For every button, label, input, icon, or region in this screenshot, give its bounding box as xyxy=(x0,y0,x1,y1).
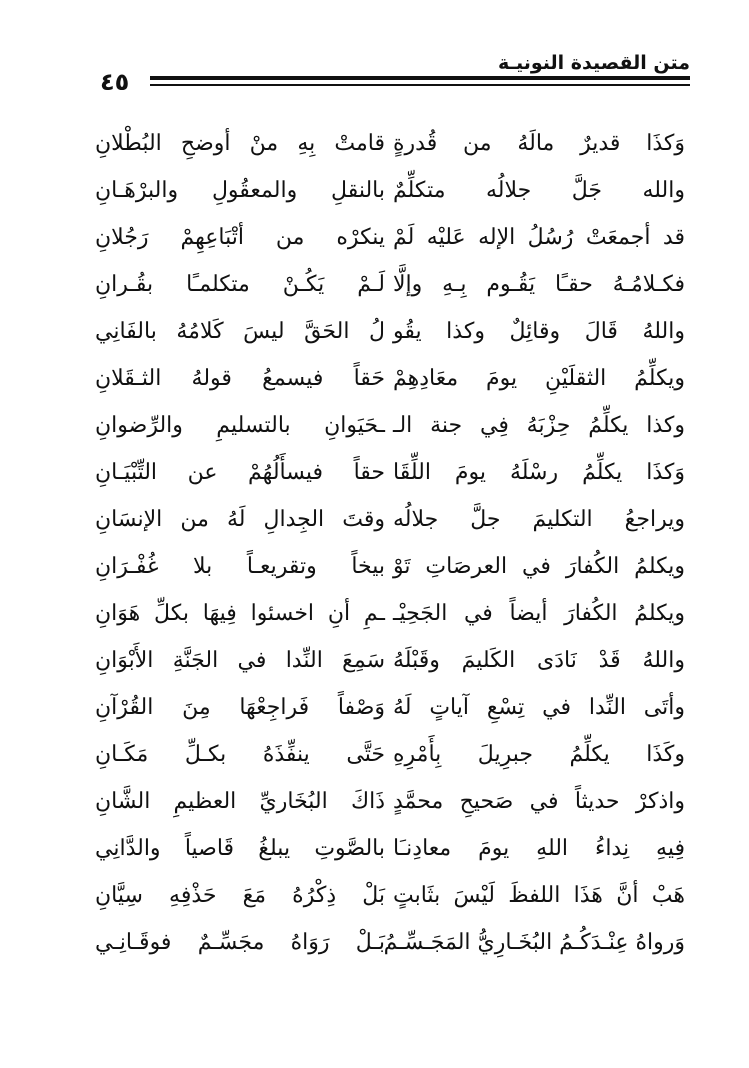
first-hemistich: وَكذَا قديرٌ مالَهُ من قُدرةٍ xyxy=(393,131,685,156)
verse-line xyxy=(95,731,685,778)
second-hemistich: بالنقلِ والمعقُولِ والبرْهَـانِ xyxy=(95,178,385,203)
verse-line xyxy=(95,449,685,496)
second-hemistich: حَقاً فيسمعُ قولهُ الثـقَلانِ xyxy=(95,366,385,391)
first-hemistich: ويراجعُ التكليمَ جلَّ جلالُه xyxy=(393,507,685,532)
verse-line xyxy=(95,872,685,919)
verse-line xyxy=(95,637,685,684)
verse-line xyxy=(95,120,685,167)
second-hemistich: قامتْ بِهِ منْ أوضحِ البُطْلانِ xyxy=(95,131,385,156)
second-hemistich: ـحَيَوانِ بالتسليمِ والرِّضوانِ xyxy=(95,413,385,438)
first-hemistich: ويكلمُ الكُفارَ في العرصَاتِ تَوْ xyxy=(393,554,685,579)
second-hemistich: حقاً فيسأَلُهُمْ عن التِّبْيَـانِ xyxy=(95,460,385,485)
first-hemistich: واللهُ قَالَ وقائِلٌ وكذا يقُو xyxy=(393,319,685,344)
second-hemistich: لُ الحَقَّ ليسَ كَلامُهُ بالفَانِي xyxy=(95,319,385,344)
second-hemistich: بيخاً وتقريعـاً بلا غُفْـرَانِ xyxy=(95,554,385,579)
second-hemistich: ينكرْه من أتْبَاعِهِمْ رَجُلانِ xyxy=(95,225,385,250)
second-hemistich: سَمِعَ النِّدا في الجَنَّةِ الأَبْوَانِ xyxy=(95,648,385,673)
first-hemistich: والله جَلَّ جلالُه متكلِّمٌ xyxy=(393,178,685,203)
second-hemistich: وَصْفاً فَراجِعْهَا مِنَ القُرْآنِ xyxy=(95,695,385,720)
verse-line xyxy=(95,496,685,543)
first-hemistich: هَبْ أنَّ هَذَا اللفظَ لَيْسَ بثَابتٍ xyxy=(393,883,685,908)
verse-line xyxy=(95,590,685,637)
page-header xyxy=(100,50,690,98)
verse-line xyxy=(95,308,685,355)
first-hemistich: ويكلِّمُ الثقلَيْنِ يومَ معَادِهِمْ xyxy=(393,366,685,391)
second-hemistich: لَـمْ يَكُـنْ متكلمـًا بقُـرانِ xyxy=(95,272,385,297)
verse-line xyxy=(95,167,685,214)
verse-line xyxy=(95,543,685,590)
second-hemistich: بالصَّوتِ يبلغُ قَاصياً والدَّانِي xyxy=(95,836,385,861)
header-rule-thick xyxy=(150,76,690,80)
verse-line xyxy=(95,778,685,825)
verse-line xyxy=(95,684,685,731)
verse-line xyxy=(95,214,685,261)
poem-body xyxy=(95,120,685,966)
first-hemistich: وَرواهُ عِنْـدَكُـمُ البُخَـارِيُّ المَجَـسِّـمُ xyxy=(383,930,685,955)
first-hemistich: واذكرْ حديثاً في صَحيحِ محمَّدٍ xyxy=(393,789,685,814)
second-hemistich: ـمِ أنِ اخسئوا فِيهَا بكلِّ هَوَانِ xyxy=(95,601,385,626)
second-hemistich: ذَاكَ البُخَاريِّ العظيمِ الشَّانِ xyxy=(95,789,385,814)
header-rule-thin xyxy=(150,84,690,86)
verse-line xyxy=(95,402,685,449)
second-hemistich: حَتَّى ينفِّذَهُ بكـلِّ مَكَـانِ xyxy=(95,742,385,767)
second-hemistich: بَلْ ذِكْرُهُ مَعَ حَذْفِهِ سِيَّانِ xyxy=(95,883,385,908)
first-hemistich: وَكذَا يكلِّمُ رسْلَهُ يومَ اللِّقَا xyxy=(393,460,685,485)
verse-line xyxy=(95,355,685,402)
first-hemistich: ويكلمُ الكُفارَ أيضاً في الجَحِيْـ xyxy=(393,601,685,626)
verse-line xyxy=(95,919,685,966)
first-hemistich: وأتَى النِّدا في تِسْعِ آياتٍ لَهُ xyxy=(393,695,685,720)
second-hemistich: بَـلْ رَوَاهُ مجَسِّـمٌ فوقَـانِـي xyxy=(95,930,385,955)
verse-line xyxy=(95,261,685,308)
first-hemistich: وكذا يكلِّمُ حِزْبَهُ فِي جنة الـ xyxy=(393,413,685,438)
running-title: متن القصيدة النونيـة xyxy=(497,52,690,74)
first-hemistich: فِيهِ نِداءُ اللهِ يومَ معادِنـَا xyxy=(393,836,685,861)
first-hemistich: وكَذَا يكلِّمُ جبرِيلَ بِأَمْرِهِ xyxy=(393,742,685,767)
first-hemistich: قد أجمعَتْ رُسُلُ الإله عَليْه لَمْ xyxy=(393,225,685,250)
verse-line xyxy=(95,825,685,872)
first-hemistich: واللهُ قَدْ نَادَى الكَليمَ وقَبْلَهُ xyxy=(393,648,685,673)
second-hemistich: وقتَ الجِدالِ لَهُ من الإنسَانِ xyxy=(95,507,385,532)
first-hemistich: فكـلامُـهُ حقـًا يَقُـوم بِـهِ وإلَّا xyxy=(393,272,685,297)
page-number: ٤٥ xyxy=(100,68,130,96)
